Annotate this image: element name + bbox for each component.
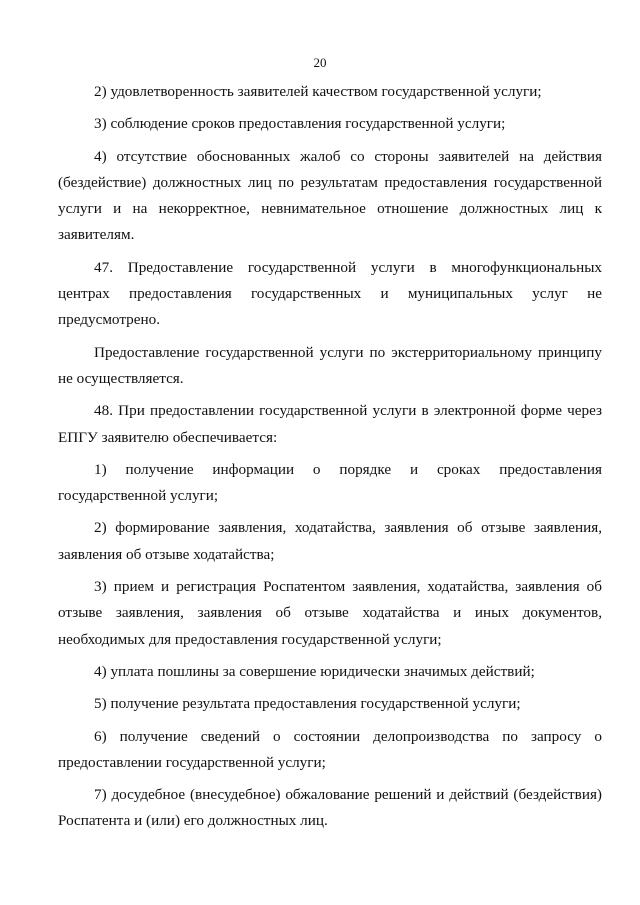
paragraph-item-48-7: 7) досудебное (внесудебное) обжалование решений и действий (бездействия) Роспатента и (или) его должностных лиц. <box>58 786 602 830</box>
paragraph-item-2: 2) удовлетворенность заявителей качеством государственной услуги; <box>94 83 542 100</box>
paragraph-item-48-6: 6) получение сведений о состоянии делопроизводства по запросу о предоставлении государственной услуги; <box>58 727 602 771</box>
paragraph-item-48-1: 1) получение информации о порядке и сроках предоставления государственной услуги; <box>58 460 602 505</box>
paragraph-item-48-2: 2) формирование заявления, ходатайства, заявления об отзыве заявления, заявления об отзыве ходатайства; <box>58 519 602 563</box>
paragraph-item-48-5: 5) получение результата предоставления государственной услуги; <box>94 695 521 713</box>
paragraph-item-3: 3) соблюдение сроков предоставления государственной услуги; <box>94 115 506 133</box>
paragraph-section-47: 47. Предоставление государственной услуги в многофункциональных центрах предоставления государственных и муниципальных услуг не предусмотрено. <box>58 258 602 329</box>
document-body <box>58 79 602 835</box>
paragraph-section-48: 48. При предоставлении государственной услуги в электронной форме через ЕПГУ заявителю обеспечивается: <box>58 402 602 446</box>
paragraph-item-48-3: 3) прием и регистрация Роспатентом заявления, ходатайства, заявления об отзыве заявления, заявления об отзыве ходатайства и иных документов, необходимых для предоставления государственной услуги; <box>58 578 602 648</box>
paragraph-item-4: 4) отсутствие обоснованных жалоб со стороны заявителей на действия (бездействие) должностных лиц по результатам предоставления государственной услуги и на некорректное, невнимательное отношение должностных лиц к заявителям. <box>58 147 602 244</box>
paragraph-item-48-4: 4) уплата пошлины за совершение юридически значимых действий; <box>94 662 535 680</box>
paragraph-extraterritorial: Предоставление государственной услуги по экстерриториальному принципу не осуществляется. <box>58 343 602 387</box>
page-number: 20 <box>313 55 327 70</box>
